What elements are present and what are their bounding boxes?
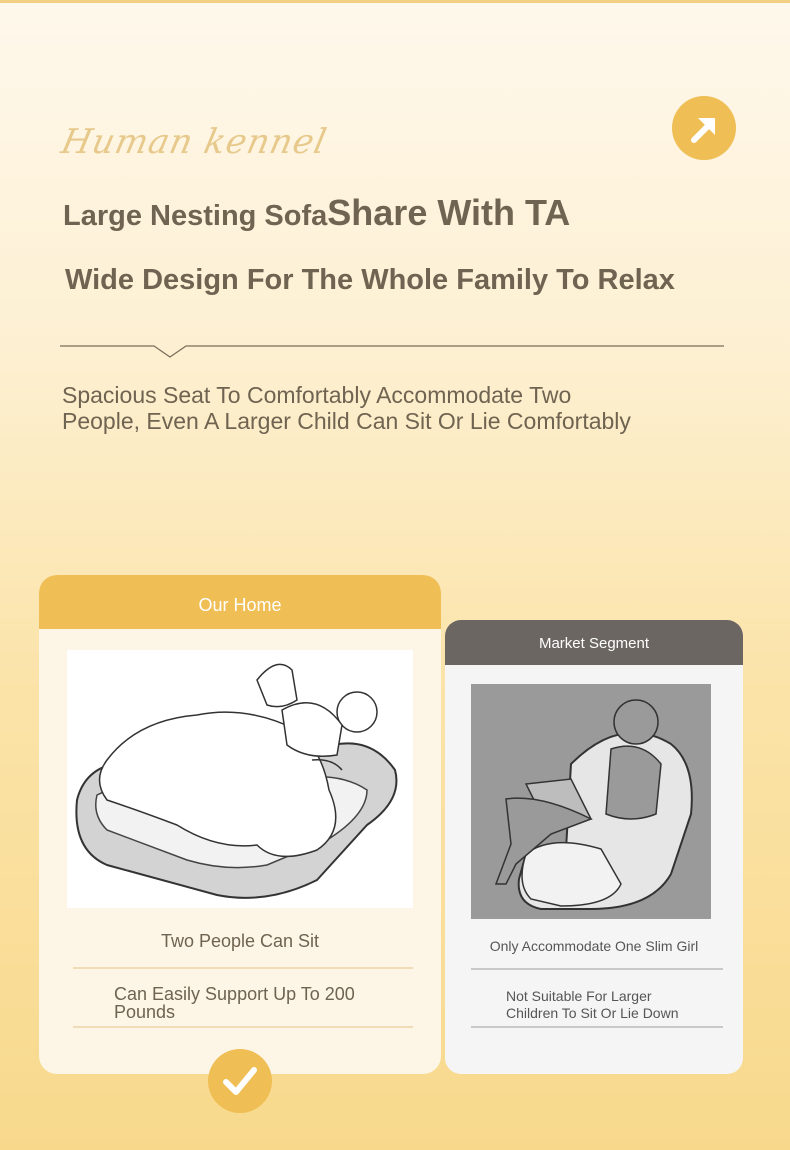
market-divider-2 [471, 1026, 723, 1028]
market-feature-2: Not Suitable For Larger Children To Sit Or Lie Down [506, 988, 679, 1021]
our-home-divider-1 [73, 967, 413, 969]
market-divider-1 [471, 968, 723, 970]
market-sofa-illustration [471, 684, 711, 919]
description: Spacious Seat To Comfortably Accommodate Two People, Even A Larger Child Can Sit Or Lie Comfortably [62, 382, 631, 434]
subheadline: Wide Design For The Whole Family To Relax [65, 264, 675, 296]
headline-part-2: Share With TA [327, 192, 571, 233]
headline-part-1: Large Nesting Sofa [63, 200, 328, 232]
our-home-header: Our Home [39, 575, 441, 629]
market-segment-header: Market Segment [445, 620, 743, 665]
market-feature-1: Only Accommodate One Slim Girl [489, 938, 699, 954]
script-title: Human kennel [57, 122, 331, 162]
our-home-card [39, 575, 441, 1074]
market-segment-card [445, 620, 743, 1074]
headline [63, 192, 570, 234]
our-home-divider-2 [73, 1026, 413, 1028]
arrow-up-right-icon [672, 96, 736, 160]
our-home-feature-2: Can Easily Support Up To 200 Pounds [114, 984, 355, 1022]
our-home-feature-1: Two People Can Sit [160, 931, 320, 951]
divider-line [60, 338, 726, 360]
top-border [0, 0, 790, 3]
check-icon [208, 1049, 272, 1113]
sofa-sleeping-illustration [67, 650, 413, 908]
